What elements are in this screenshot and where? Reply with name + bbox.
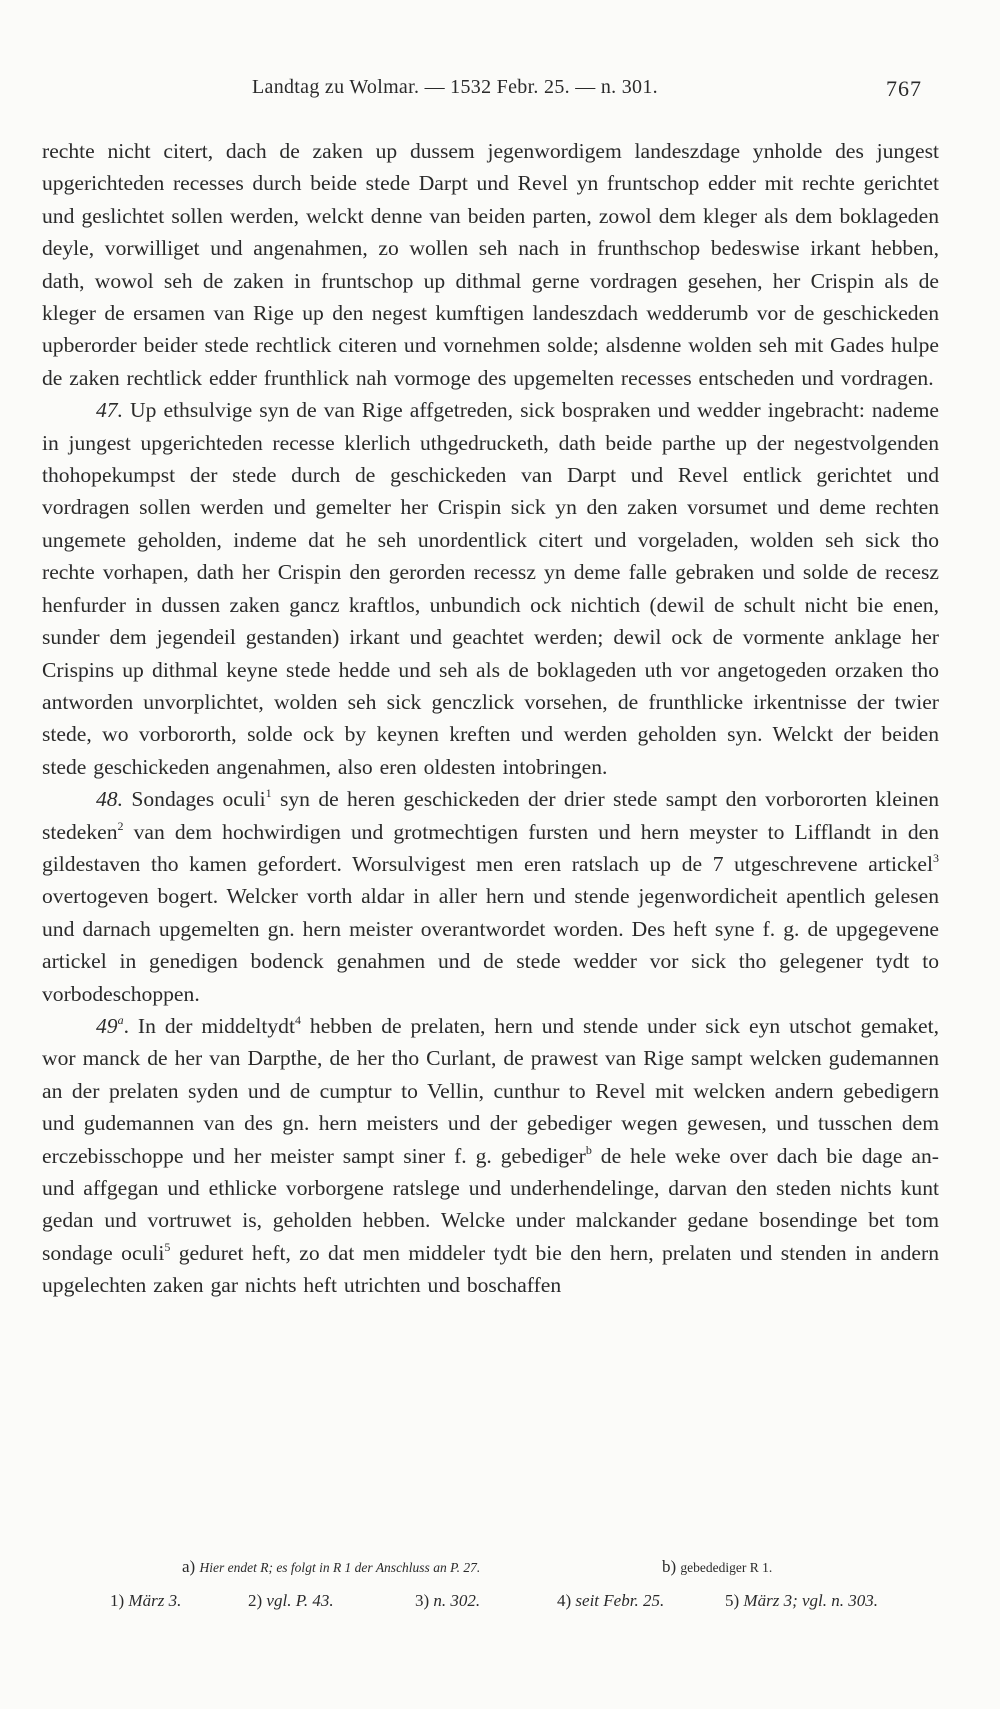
- text-segment: syn de heren geschickeden der drier stede sampt den vorbororten kleinen stedeken: [42, 787, 939, 844]
- variant-ref: b: [585, 1142, 592, 1157]
- footnote-text: gebedediger R 1.: [680, 1560, 773, 1575]
- footnote-4: [557, 1587, 664, 1614]
- footnote-text: n. 302.: [433, 1591, 481, 1610]
- paragraph-47: [42, 394, 939, 783]
- paragraph-49: [42, 1010, 939, 1302]
- footnote-text: Hier endet R; es folgt in R 1 der Anschluss an P. 27.: [199, 1560, 481, 1575]
- footnote-label: 3): [415, 1591, 430, 1610]
- footnote-ref: 4: [294, 1012, 301, 1027]
- text-segment: van dem hochwirdigen und grotmechtigen fursten und hern meyster to Lifflandt in den gildestaven tho kamen gefordert. Worsulvigest men eren ratslach up de 7 utgeschrevene artickel: [42, 819, 939, 876]
- footnote-text: seit Febr. 25.: [575, 1591, 665, 1610]
- footnote-a: [182, 1553, 480, 1581]
- running-title: Landtag zu Wolmar. — 1532 Febr. 25. — n. 301.: [252, 76, 658, 98]
- footnote-2: [248, 1587, 334, 1614]
- footnote-label: 5): [725, 1591, 740, 1610]
- paragraph-number: 49: [96, 1013, 118, 1038]
- variant-footnotes-row: [110, 1553, 940, 1587]
- footnote-ref: 2: [117, 818, 124, 833]
- text-segment: de hele weke over dach bie dage an- und affgegan und ethlicke vorborgene ratslege und underhendelinge, darvan den steden nichts kunt gedan und vortruwet is, geholden hebben. Welcke under malckander gedane bosendinge bet tom sondage oculi: [42, 1143, 939, 1265]
- footnote-text: März 3; vgl. n. 303.: [743, 1591, 878, 1610]
- text-segment: hebben de prelaten, hern und stende under sick eyn utschot gemaket, wor manck de her van Darpthe, de her tho Curlant, de prawest van Rige sampt welcken gudemannen an der prelaten syden und de cumptur to Vellin, cunthur to Revel mit welcken andern gebedigern und gudemannen van des gn. hern meisters und der gebediger wegen gewesen, und tusschen dem erczebisschoppe und her meister sampt siner f. g. gebediger: [42, 1013, 939, 1168]
- footnote-label: b): [662, 1557, 677, 1576]
- paragraph-continuation: [42, 135, 939, 394]
- footnote-ref: 1: [265, 786, 272, 801]
- footnotes: [110, 1553, 940, 1621]
- paragraph-number: 47.: [96, 398, 123, 423]
- page-number: 767: [886, 76, 922, 101]
- footnote-1: [110, 1587, 181, 1614]
- variant-ref: a: [117, 1012, 124, 1027]
- footnote-label: 1): [110, 1591, 125, 1610]
- footnote-3: [415, 1587, 480, 1614]
- text-segment: geduret heft, zo dat men middeler tydt bie den hern, prelaten und stenden in andern upgelechten zaken gar nichts heft utrichten und boschaffen: [42, 1240, 939, 1298]
- text-segment: . In der middeltydt: [123, 1013, 295, 1038]
- paragraph-number: 48.: [96, 787, 123, 812]
- footnote-label: a): [182, 1557, 196, 1576]
- page-header: [0, 72, 1000, 112]
- paragraph-48: [42, 783, 939, 1010]
- text-segment: overtogeven bogert. Welcker vorth aldar in aller hern und stende jegenwordicheit apentlich gelesen und darnach upgemelten gn. hern meister overantwordet worden. Des heft syne f. g. de upgegevene artickel in genedigen bodenck genahmen und de stede wedder vor sick tho gelegener tydt to vorbodeschoppen.: [42, 884, 939, 1006]
- footnote-label: 2): [248, 1591, 263, 1610]
- paragraph-text: rechte nicht citert, dach de zaken up dussem jegenwordigem landeszdage ynholde des jungest upgerichteden recesses durch beide stede Darpt und Revel yn fruntschop edder mit rechte gerichtet und geslichtet sollen werden, welckt denne van beiden parten, zowol dem kleger als dem boklageden deyle, vorwilliget und angenahmen, zo wollen seh nach in frunthschop bedeswise irkant hebben, dath, wowol seh de zaken in fruntschop up dithmal gerne vordragen gesehen, her Crispin als de kleger de ersamen van Rige up den negest kumftigen landeszdach wedderumb vor de geschickeden upberorder beider stede rechtlick citeren und vornehmen solde; alsdenne wolden seh mit Gades hulpe de zaken rechtlick edder frunthlick nah vormoge des upgemelten recesses entscheden und vordragen.: [42, 139, 939, 390]
- footnote-b: [662, 1553, 772, 1581]
- footnote-label: 4): [557, 1591, 572, 1610]
- footnote-5: [725, 1587, 878, 1614]
- footnote-ref: 5: [164, 1239, 171, 1254]
- document-body: [42, 135, 939, 1302]
- footnote-text: vgl. P. 43.: [266, 1591, 334, 1610]
- footnote-ref: 3: [933, 850, 939, 865]
- paragraph-text: Up ethsulvige syn de van Rige affgetreden, sick bospraken und wedder ingebracht: nademe in jungest upgerichteden recesse klerlich uthgedrucketh, dath beide parthe up der negestvolgenden thohopekumpst der stede durch de geschickeden van Darpt und Revel entlick gerichtet und vordragen sollen werden und gemelter her Crispin sick yn den zaken vorsumet und deme rechten ungemete geholden, indeme dat he seh unordentlick citert und vorgeladen, wolden seh sick tho rechte vorhapen, dath her Crispin den gerorden recessz yn deme falle gebraken und solde de recesz henfurder in dussen zaken gancz kraftlos, unbundich ock nichtich (dewil de schult nicht bie enen, sunder dem jegendeil gestanden) irkant und geachtet werden; dewil ock de vormente anklage her Crispins up dithmal keyne stede hedde und seh als de boklageden uth vor angetogeden orzaken tho antworden unvorplichtet, wolden seh sick genczlick vorsehen, de frunthlicke irkentnisse der twier stede, wo vorbororth, solde ock by keynen kreften und werden geholden syn. Welckt der beiden stede geschickeden angenahmen, also eren oldesten intobringen.: [42, 398, 939, 779]
- footnote-text: März 3.: [128, 1591, 182, 1610]
- numbered-footnotes-row: [110, 1587, 940, 1621]
- text-segment: Sondages oculi: [131, 787, 266, 812]
